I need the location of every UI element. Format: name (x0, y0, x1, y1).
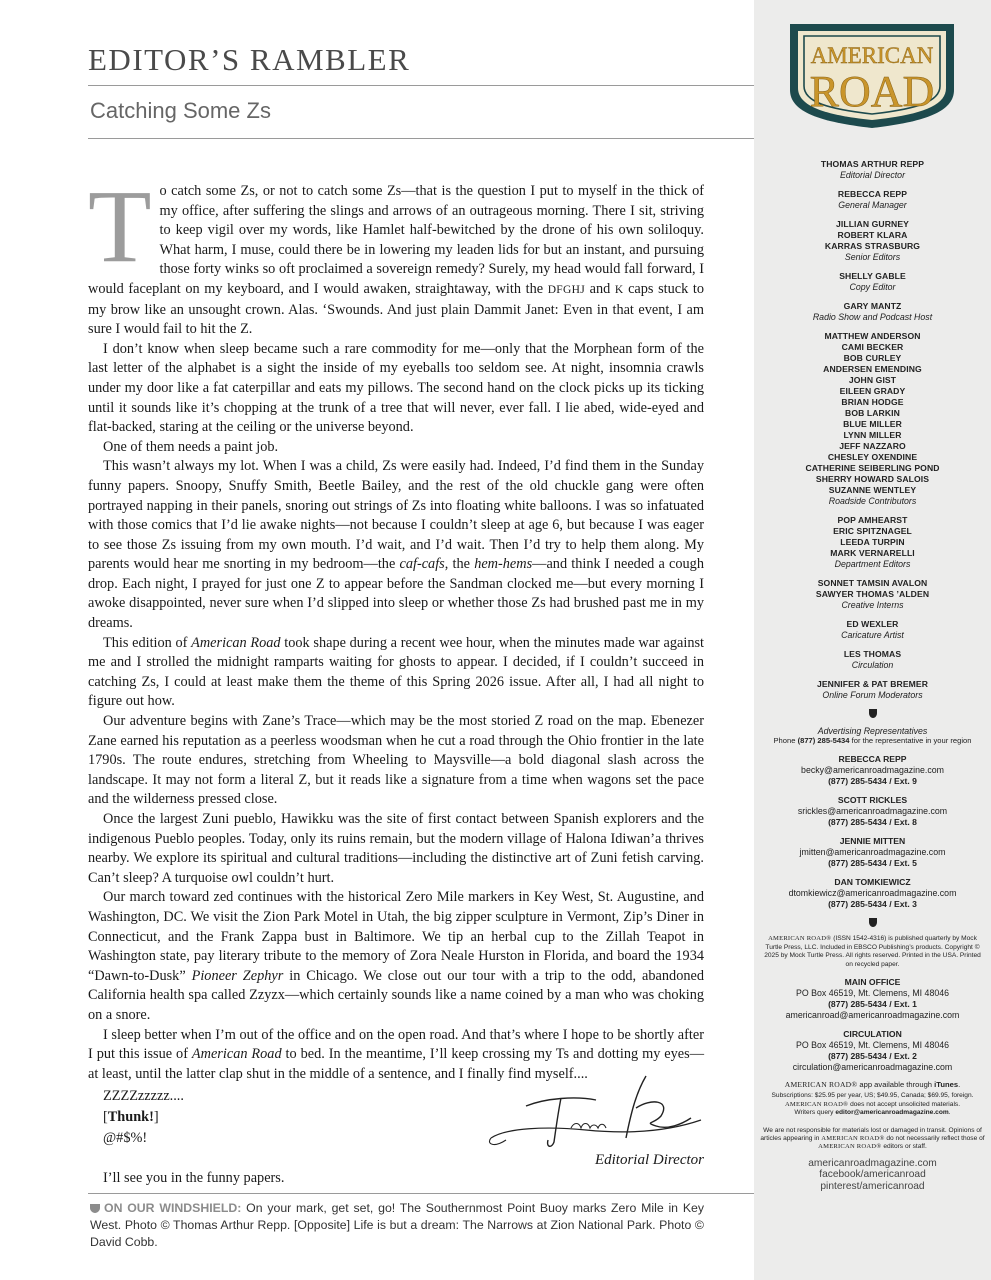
paragraph-3: One of them needs a paint job. (103, 438, 279, 455)
unsolicited-brand: AMERICAN ROAD® (784, 1100, 849, 1108)
rep-name: DAN TOMKIEWICZ (834, 877, 911, 888)
staff-name: BLUE MILLER (843, 419, 902, 429)
p9-text-b: to bed. In the meantime, I’ll keep crossing my Ts and dotting my eyes—at least, until the latter clap shut in the middle of a sentence, and I finally find myself.... (88, 1046, 704, 1082)
app-end: . (958, 1080, 961, 1090)
disclaimer (760, 1127, 985, 1152)
p4-text-b: , the (444, 556, 475, 573)
shield-icon (869, 709, 877, 718)
app-brand: AMERICAN ROAD® (784, 1080, 858, 1090)
disclaimer-c: editors or staff. (881, 1143, 927, 1151)
app-notice (760, 1081, 985, 1089)
main-office-heading: MAIN OFFICE (844, 977, 901, 988)
staff-role: Editorial Director (839, 170, 906, 180)
paragraph-8 (88, 888, 704, 1025)
logo-line-1: AMERICAN (810, 43, 934, 68)
staff-group (760, 301, 985, 323)
main-office-phone: (877) 285-5434 / Ext. 1 (828, 999, 917, 1010)
app-text: app available through (857, 1080, 935, 1090)
disclaimer-a: We are not responsible for materials lost or damaged in transit. Opinions of articles appearing in (760, 1126, 982, 1143)
masthead-sidebar (754, 0, 991, 1280)
main-office-address: PO Box 46519, Mt. Clemens, MI 48046 (795, 988, 950, 999)
handwritten-signature (486, 1068, 706, 1152)
unsolicited-text: does not accept unsolicited materials. (848, 1100, 961, 1108)
staff-role: Roadside Contributors (828, 496, 917, 506)
p9-italic: American Road (191, 1046, 282, 1063)
paragraph-5 (88, 634, 704, 712)
main-office (760, 977, 985, 1021)
disclaimer-brand-2: AMERICAN ROAD® (818, 1143, 882, 1151)
staff-name: JENNIFER & PAT BREMER (816, 679, 929, 689)
staff-name: LEEDA TURPIN (840, 537, 905, 547)
rep-name: SCOTT RICKLES (837, 795, 908, 806)
article-subtitle: Catching Some Zs (90, 98, 271, 123)
facebook-link[interactable]: facebook/americanroad (819, 1169, 926, 1181)
staff-role: Online Forum Moderators (822, 690, 923, 700)
rep-name: JENNIE MITTEN (839, 836, 906, 847)
shield-icon (90, 1204, 100, 1213)
p4-italic-1: caf-cafs (399, 556, 445, 573)
writers-end: . (948, 1109, 951, 1117)
ads-phone-line (760, 737, 985, 745)
staff-role: Creative Interns (841, 600, 904, 610)
signature-title: Editorial Director (594, 1152, 704, 1168)
circulation-address: PO Box 46519, Mt. Clemens, MI 48046 (795, 1040, 950, 1051)
ad-rep (760, 836, 985, 869)
staff-name: ANDERSEN EMENDING (823, 364, 922, 374)
circulation-phone: (877) 285-5434 / Ext. 2 (828, 1051, 917, 1062)
thunk-close: ] (153, 1109, 159, 1126)
staff-name: ERIC SPITZNAGEL (833, 526, 912, 536)
staff-role: Copy Editor (849, 282, 896, 292)
ads-phone-c: for the representative in your region (849, 736, 972, 745)
caption-rule (88, 1193, 754, 1194)
unsolicited-notice (760, 1101, 985, 1109)
staff-name: SUZANNE WENTLEY (828, 485, 917, 495)
staff-role: General Manager (838, 200, 907, 210)
staff-group (760, 619, 985, 641)
logo-line-2: ROAD (809, 67, 935, 116)
drop-cap: T (88, 169, 152, 284)
p5-italic: American Road (191, 634, 281, 651)
disclaimer-b: do not necessarily reflect those of (884, 1135, 985, 1143)
p5-text-a: This edition of (103, 634, 192, 651)
staff-name: MARK VERNARELLI (830, 548, 915, 558)
sign-off: I’ll see you in the funny papers. (103, 1170, 285, 1187)
american-road-logo (784, 18, 960, 130)
p1-keys: DFGHJ (547, 283, 585, 296)
legal-notice (760, 935, 985, 969)
ads-phone-number: (877) 285-5434 (797, 736, 850, 745)
p8-italic: Pioneer Zephyr (191, 967, 284, 984)
ads-heading: Advertising Representatives (817, 726, 928, 736)
staff-name: SHERRY HOWARD SALOIS (815, 474, 930, 484)
staff-name: MATTHEW ANDERSON (824, 331, 921, 341)
circulation-email[interactable]: circulation@americanroadmagazine.com (792, 1062, 953, 1073)
staff-name: SAWYER THOMAS ’ALDEN (815, 589, 930, 599)
rep-phone: (877) 285-5434 / Ext. 5 (828, 858, 917, 869)
rep-email[interactable]: srickles@americanroadmagazine.com (797, 806, 948, 817)
p4-text-c: —and think I needed a cough drop. Each night, I prayed for just one Z to appear before the Sandman clocked me—but every morning I awoke disappointed, never sure when I’d slipped into sleep or whether those Zs had brushed past me in my dreams. (88, 556, 704, 632)
staff-name: ROBERT KLARA (837, 230, 908, 240)
staff-role: Senior Editors (844, 252, 901, 262)
paragraph-1 (88, 169, 704, 340)
article-body (88, 169, 705, 1189)
ad-rep (760, 877, 985, 910)
photo-caption (90, 1200, 704, 1251)
staff-name: JOHN GIST (848, 375, 897, 385)
staff-name: LES THOMAS (843, 649, 902, 659)
legal-text: (ISSN 1542-4316) is published quarterly by Mock Turtle Press, LLC. Included in EBSCO Publishing’s products. Copyright © 2025 by Mock Turtle Press. All rights reserved. Printed in the USA. Printed on recycled paper. (764, 935, 981, 968)
caption-text: On your mark, get set, go! The Southernmost Point Buoy marks Zero Mile in Key West. Photo © Thomas Arthur Repp. [Opposite] Life is but a dream: The Narrows at Zion National Park. Photo © David Cobb. (90, 1201, 705, 1249)
caption-lead: ON OUR WINDSHIELD: (104, 1201, 242, 1215)
staff-group (760, 331, 985, 507)
staff-name: EILEEN GRADY (839, 386, 906, 396)
thunk-text: Thunk! (107, 1109, 154, 1126)
staff-group (760, 159, 985, 181)
paragraph-2: I don’t know when sleep became such a rare commodity for me—only that the Morphean form of the last letter of the alphabet is a sight the inside of my eyeballs too seldom see. At night, insomnia crawls under my door like a fat caterpillar and eats my pillows. The second hand on the clock picks up its ticking until it sounds like it’s chopping at the trunk of a tree that will never, ever fall. I lie abed, wide-eyed and flat-backed, staring at the ceiling or the universe beyond. (88, 340, 704, 436)
subscriptions: Subscriptions: $25.95 per year, US; $49.95, Canada; $69.95, foreign. (771, 1092, 974, 1100)
staff-name: BRIAN HODGE (841, 397, 904, 407)
thunk-open: [ (103, 1109, 108, 1126)
p1-text-b: and (585, 280, 615, 297)
staff-group (760, 271, 985, 293)
closing-snore: ZZZZzzzzz.... (103, 1088, 184, 1105)
staff-group (760, 649, 985, 671)
staff-name: BOB LARKIN (845, 408, 900, 418)
subtitle-rule (88, 138, 754, 139)
circulation-office (760, 1029, 985, 1073)
p8-text-b: in Chicago. We close out our tour with a trip to the odd, abandoned California health spa called Zzyzx—which certainly sounds like a name coined by a man who was choking on a snore. (88, 967, 704, 1023)
legal-brand: AMERICAN ROAD® (768, 935, 832, 943)
rep-phone: (877) 285-5434 / Ext. 8 (828, 817, 917, 828)
section-title: EDITOR’S RAMBLER (88, 42, 411, 77)
writers-a: Writers query (794, 1109, 836, 1117)
ads-phone-a: Phone (773, 736, 798, 745)
web-links (760, 1158, 985, 1193)
rep-email[interactable]: becky@americanroadmagazine.com (801, 765, 944, 776)
staff-list (760, 159, 985, 701)
staff-name: CHESLEY OXENDINE (827, 452, 918, 462)
closing-curse: @#$%! (103, 1130, 148, 1147)
staff-name: KARRAS STRASBURG (824, 241, 921, 251)
staff-role: Caricature Artist (841, 630, 904, 640)
pinterest-link[interactable]: pinterest/americanroad (820, 1180, 925, 1192)
rep-phone: (877) 285-5434 / Ext. 9 (828, 776, 917, 787)
advertising-reps (760, 754, 985, 910)
staff-group (760, 679, 985, 701)
paragraph-7: Once the largest Zuni pueblo, Hawikku was the site of first contact between Spanish explorers and the indigenous Pueblo peoples. Today, only its ruins remain, but the modern village of Halona Idiwan’a thrives nearby. We explore its spiritual and cultural traditions—including the distinctive art of Zuni fetish carving. Can’t sleep? A turquoise owl couldn’t hurt. (88, 811, 704, 886)
p8-text-a: Our march toward zed continues with the historical Zero Mile markers in Key West, St. Augustine, and Washington, DC. We visit the Zion Park Motel in Utah, the big zipper sculpture in Vermont, Zip’s Diner in Connecticut, and the Frank Zappa bust in Baltimore. We tip an herbal cup to the Zillah Teapot in Washington state, pay literary tribute to the memory of Zora Neale Hurston in Florida, and board the 1934 “Dawn-to-Dusk” (88, 889, 704, 984)
p1-text-c: caps stuck to my brow like an unsought crown. Alas. ‘Swounds. And just plain Dammit Janet: Even in that event, I am sure I would fail to hit the Z. (88, 280, 704, 338)
p4-italic-2: hem-hems (474, 556, 533, 573)
masthead (760, 159, 985, 1192)
staff-name: LYNN MILLER (843, 430, 902, 440)
staff-name: SONNET TAMSIN AVALON (817, 578, 928, 588)
disclaimer-brand-1: AMERICAN ROAD® (821, 1135, 885, 1143)
website-link[interactable]: americanroadmagazine.com (808, 1157, 937, 1169)
rep-email[interactable]: jmitten@americanroadmagazine.com (799, 847, 946, 858)
circulation-heading: CIRCULATION (843, 1029, 902, 1040)
shield-icon (869, 918, 877, 927)
p1-text-a: o catch some Zs, or not to catch some Zs—that is the question I put to myself in the thick of my office, after suffering the slings and arrows of an outrageous morning. There I sit, striving to keep vigil over my words, like Hamlet half-bewitched by the drone of his own soliloquy. What harm, I muse, could there be in lowering my leaden lids for but an instant, and pursuing those forty winks so oft proclaimed a sovereign remedy? Surely, my head would fall forward, I would faceplant on my keyboard, and I would awaken, straightaway, with the (88, 183, 704, 297)
staff-name: SHELLY GABLE (839, 271, 906, 281)
staff-name: ED WEXLER (846, 619, 899, 629)
ad-rep (760, 795, 985, 828)
staff-role: Radio Show and Podcast Host (812, 312, 933, 322)
staff-name: THOMAS ARTHUR REPP (820, 159, 925, 169)
staff-name: GARY MANTZ (843, 301, 902, 311)
staff-name: BOB CURLEY (843, 353, 902, 363)
rep-name: REBECCA REPP (838, 754, 907, 765)
staff-name: REBECCA REPP (837, 189, 908, 199)
paragraph-6: Our adventure begins with Zane’s Trace—which may be the most storied Z road on the map. Ebenezer Zane earned his reputation as a peerless woodsman when he cut a road through the Ohio frontier in the late 1790s. The route endures, stretching from Wheeling to Maysville—a bold diagonal slash across the landscape. It may not form a literal Z, but it reads like a signature from a time when wagons set the pace and the wilderness pressed close. (88, 713, 704, 808)
writers-email[interactable]: editor@americanroadmagazine.com (835, 1109, 949, 1117)
p5-text-b: took shape during a recent wee hour, when the minutes made war against me and I strolled the midnight ramparts waiting for ghosts to appear. I decided, if I couldn’t succeed in catching Zs, I could at least make them the theme of this Spring 2026 issue. After all, I had all night to figure out how. (88, 634, 705, 710)
rep-phone: (877) 285-5434 / Ext. 3 (828, 899, 917, 910)
p1-key-k: K (614, 283, 624, 296)
staff-name: POP AMHEARST (837, 515, 908, 525)
writers-query (760, 1109, 985, 1117)
staff-name: CATHERINE SEIBERLING POND (805, 463, 940, 473)
staff-group (760, 219, 985, 263)
app-store: iTunes (934, 1080, 959, 1090)
staff-name: JEFF NAZZARO (839, 441, 906, 451)
staff-role: Department Editors (834, 559, 911, 569)
ad-rep (760, 754, 985, 787)
staff-group (760, 515, 985, 570)
p4-text-a: This wasn’t always my lot. When I was a child, Zs were easily had. Indeed, I’d find them in the Sunday funny papers. Snoopy, Snuffy Smith, Beetle Bailey, and the rest of the old chuckle gang were often portrayed napping in their panels, snoring out strings of Zs into floating white balloons. I was so infatuated with those comics that I’d lie awake nights—not because I couldn’t sleep at age 6, but because I was eager to see those Zs issuing from my own mouth. I’d wait, and I’d wait. Then I’d try to help them along. My parents would hear me snorting in my bedroom—the (88, 458, 704, 573)
staff-role: Circulation (851, 660, 894, 670)
paragraph-4 (88, 457, 704, 633)
staff-name: CAMI BECKER (841, 342, 904, 352)
p9-text-a: I sleep better when I’m out of the office and on the open road. And that’s where I hope to be shortly after I put this issue of (88, 1026, 704, 1063)
staff-group (760, 189, 985, 211)
main-office-email[interactable]: americanroad@americanroadmagazine.com (785, 1010, 960, 1021)
staff-group (760, 578, 985, 611)
staff-name: JILLIAN GURNEY (835, 219, 910, 229)
rep-email[interactable]: dtomkiewicz@americanroadmagazine.com (788, 888, 957, 899)
title-rule (88, 85, 754, 86)
